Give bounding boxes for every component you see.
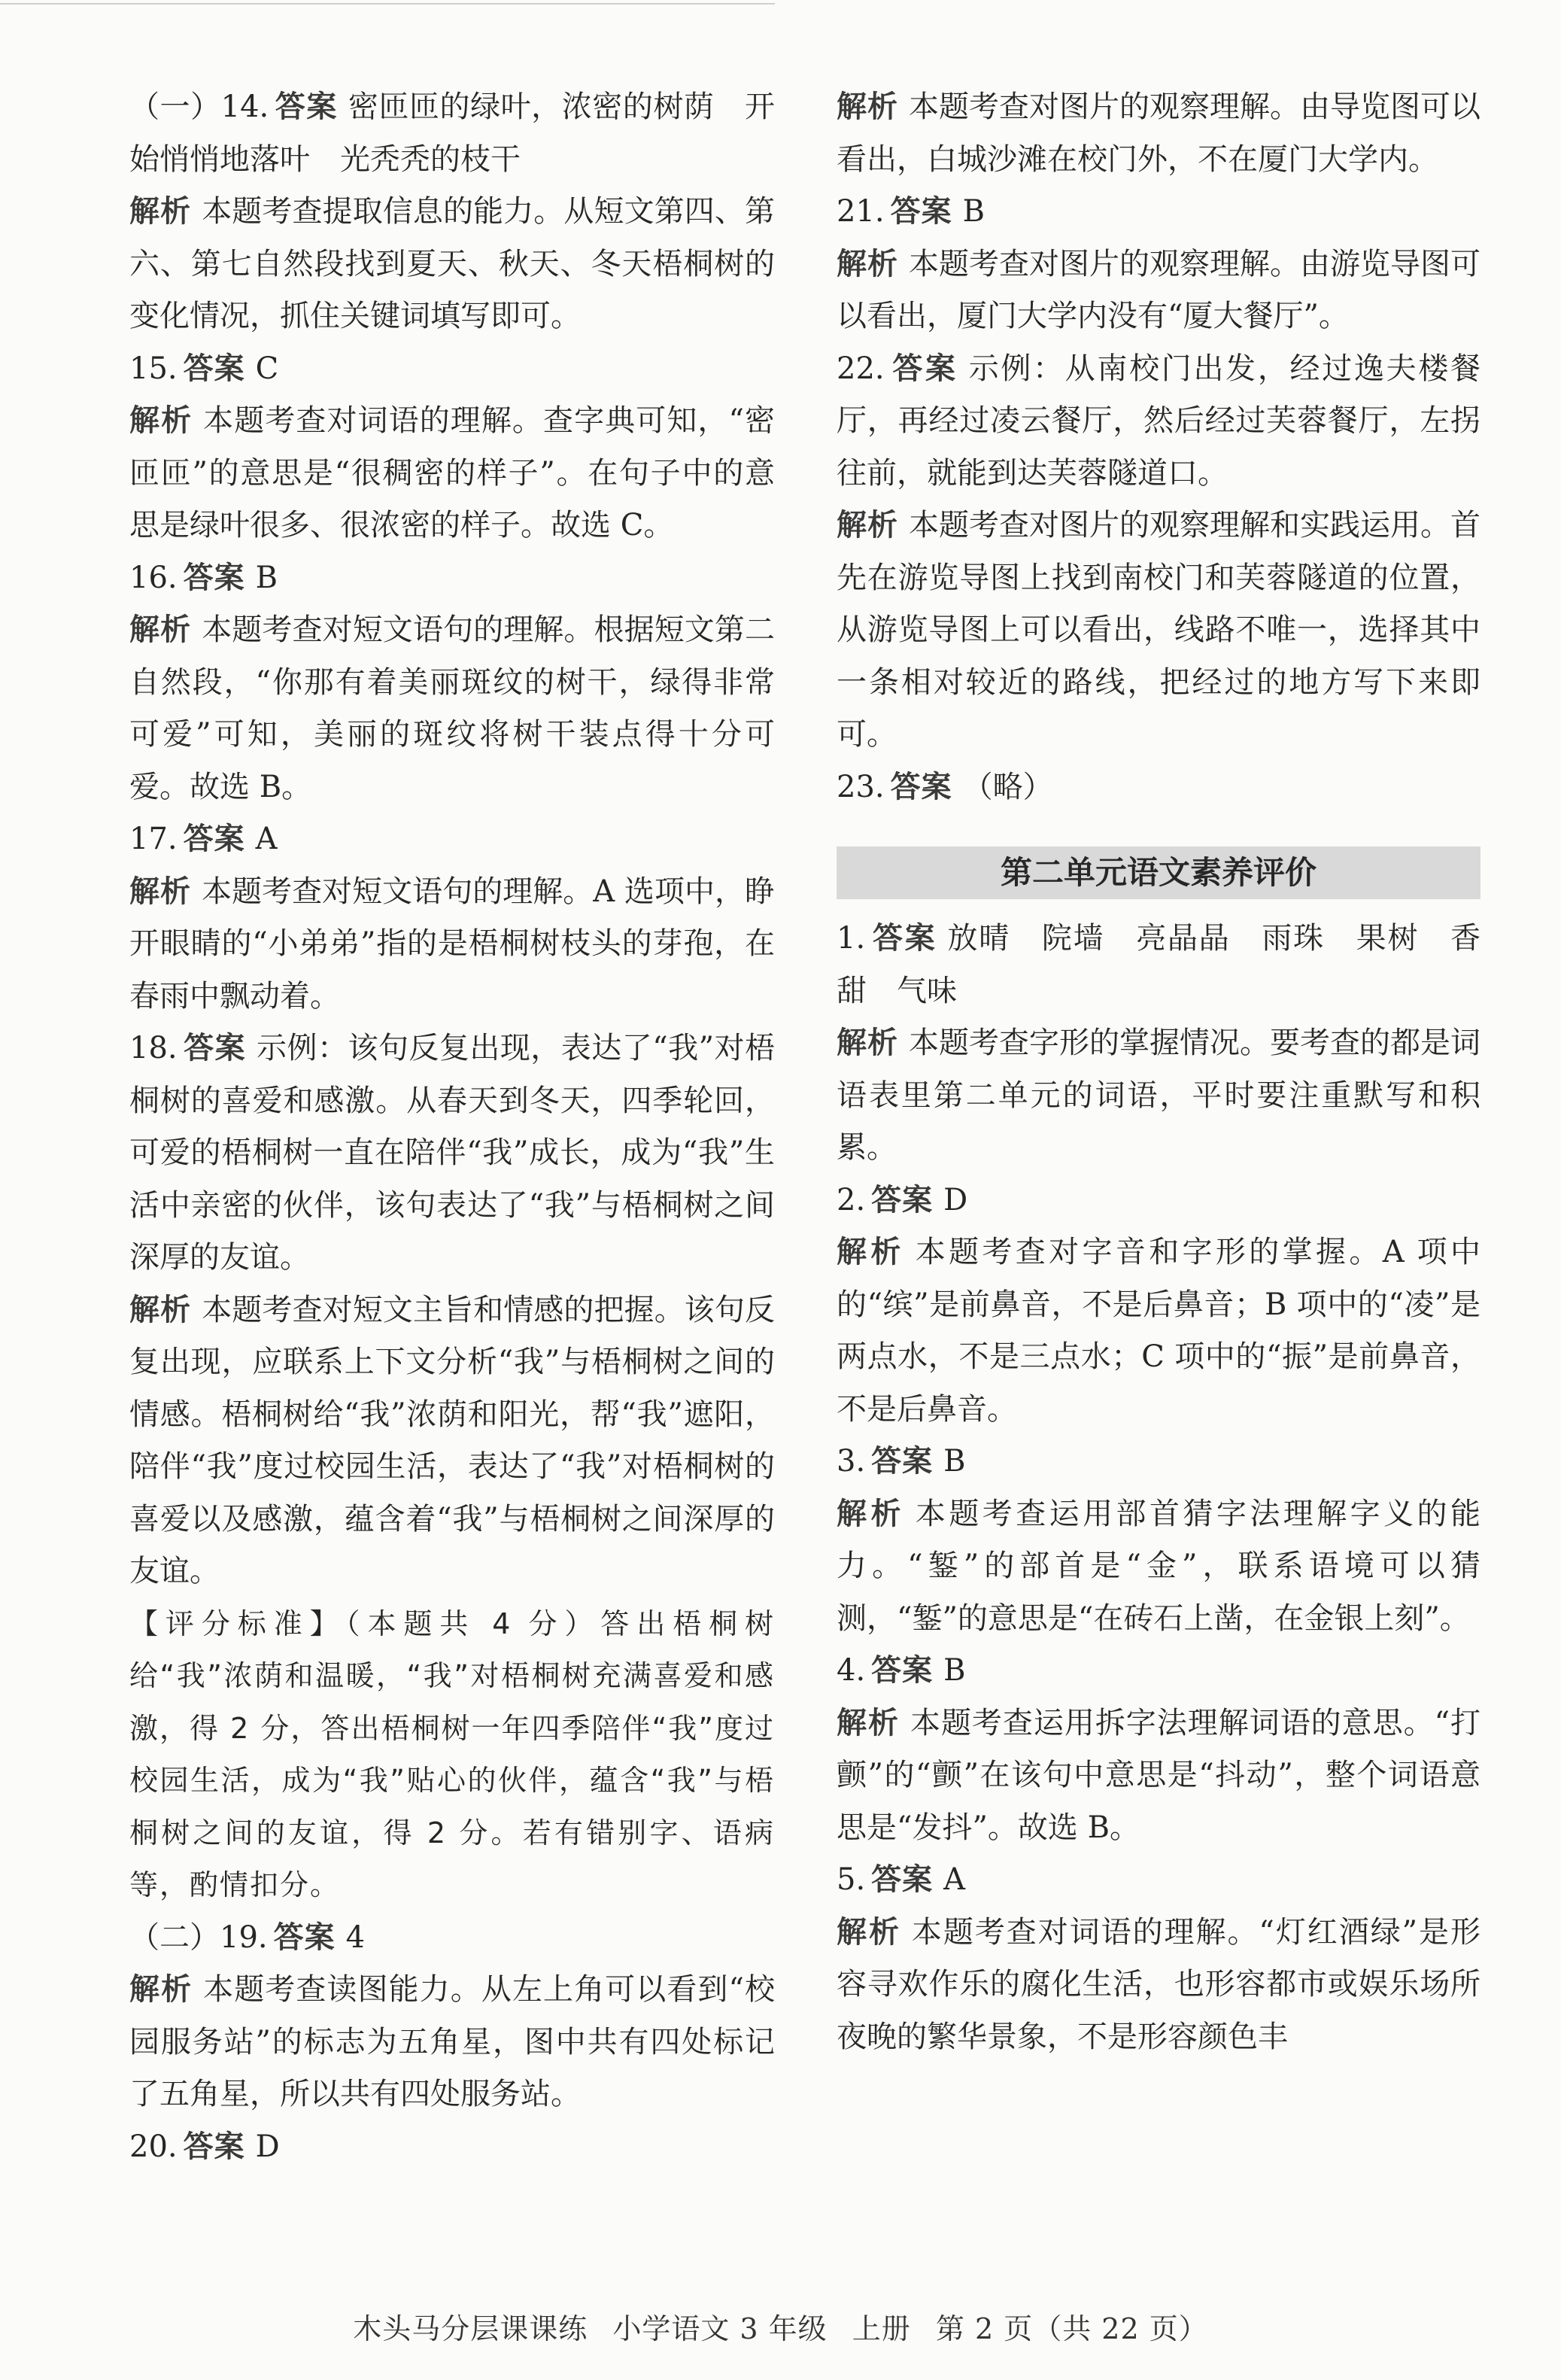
section-title: 第二单元语文素养评价 (837, 847, 1481, 899)
analysis-paragraph (837, 1226, 1481, 1436)
analysis-label: 解析 (837, 1235, 905, 1269)
analysis-label: 解析 (129, 194, 192, 229)
right-column-answers (837, 81, 1481, 813)
analysis-paragraph (837, 1907, 1481, 2064)
scoring-standard (129, 1598, 775, 1912)
answer-label: 答案 (183, 1031, 247, 1065)
answer-paragraph (837, 1854, 1481, 1907)
paragraph-text: D (943, 1182, 968, 1217)
paragraph-text: 示例：从南校门出发，经过逸夫楼餐厅，再经过凌云餐厅，然后经过芙蓉餐厅，左拐往前，就能到达芙蓉隧道口。 (837, 351, 1481, 491)
paragraph-text: 本题考查对图片的观察理解。由游览导图可以看出，厦门大学内没有“厦大餐厅”。 (837, 246, 1481, 333)
analysis-label: 解析 (129, 1292, 192, 1327)
paragraph-text: 示例：该句反复出现，表达了“我”对梧桐树的喜爱和感激。从春天到冬天，四季轮回，可爱的梧桐树一直在陪伴“我”成长，成为“我”生活中亲密的伙伴，该句表达了“我”与梧桐树之间深厚的友谊。 (129, 1031, 775, 1275)
question-number: 16. (129, 560, 178, 595)
question-number: 18. (129, 1031, 178, 1065)
question-number: （二）19. (129, 1920, 268, 1955)
footer-volume: 上册 (852, 2312, 911, 2345)
answer-label: 答案 (871, 921, 937, 956)
paragraph-text: 本题考查对短文语句的理解。A 选项中，睁开眼睛的“小弟弟”指的是梧桐树枝头的芽孢，在春雨中飘动着。 (129, 874, 775, 1014)
answer-paragraph (837, 343, 1481, 500)
question-number: 15. (129, 351, 178, 386)
paragraph-text: B (255, 560, 278, 595)
analysis-label: 解析 (837, 1026, 898, 1060)
analysis-paragraph (129, 186, 775, 343)
paragraph-text: 放晴 院墙 亮晶晶 雨珠 果树 香甜 气味 (837, 921, 1481, 1008)
paragraph-text: 本题考查对短文语句的理解。根据短文第二自然段，“你那有着美丽斑纹的树干，绿得非常可爱”可知，美丽的斑纹将树干装点得十分可爱。故选 B。 (129, 612, 776, 804)
question-number: （一）14. (129, 90, 269, 124)
footer-book: 木头马分层课课练 (353, 2312, 588, 2345)
question-number: 17. (129, 822, 178, 856)
analysis-label: 解析 (129, 403, 193, 438)
analysis-paragraph (837, 239, 1481, 343)
paragraph-text: 本题考查对图片的观察理解。由导览图可以看出，白城沙滩在校门外，不在厦门大学内。 (837, 90, 1481, 177)
answer-paragraph (837, 1645, 1481, 1698)
paragraph-text: 本题考查提取信息的能力。从短文第四、第六、第七自然段找到夏天、秋天、冬天梧桐树的变化情况，抓住关键词填写即可。 (129, 194, 776, 333)
question-number: 5. (837, 1862, 866, 1897)
right-column (837, 81, 1481, 2063)
analysis-label: 解析 (837, 1705, 900, 1740)
paragraph-text: D (255, 2129, 280, 2164)
paragraph-text: B (962, 194, 985, 229)
paragraph-text: B (943, 1444, 966, 1479)
analysis-label: 解析 (837, 508, 898, 543)
answer-label: 答案 (183, 822, 245, 856)
paragraph-text: 密匝匝的绿叶，浓密的树荫 开始悄悄地落叶 光秃秃的枝干 (129, 90, 776, 177)
paragraph-text: 本题考查对字音和字形的掌握。A 项中的“缤”是前鼻音，不是后鼻音；B 项中的“凌”是两点水，不是三点水；C 项中的“振”是前鼻音，不是后鼻音。 (837, 1235, 1481, 1427)
answer-label: 答案 (890, 351, 958, 386)
footer-subject: 小学语文 3 年级 (612, 2312, 828, 2345)
question-number: 2. (837, 1182, 866, 1217)
answer-paragraph (837, 186, 1481, 239)
paragraph-text: A (943, 1862, 966, 1897)
answer-label: 答案 (890, 769, 952, 804)
answer-label: 答案 (273, 1920, 336, 1955)
paragraph-text: 4 (345, 1920, 366, 1955)
paragraph-text: 本题考查对短文主旨和情感的把握。该句反复出现，应联系上下文分析“我”与梧桐树之间的情感。梧桐树给“我”浓荫和阳光，帮“我”遮阳，陪伴“我”度过校园生活，表达了“我”对梧桐树的喜爱以及感激，蕴含着“我”与梧桐树之间深厚的友谊。 (129, 1292, 776, 1588)
answer-paragraph (837, 913, 1481, 1017)
answer-paragraph (129, 2121, 775, 2174)
paragraph-text: （略） (962, 769, 1053, 804)
page-footer (0, 2306, 1561, 2347)
answer-paragraph (129, 81, 775, 186)
answer-label: 答案 (871, 1862, 934, 1897)
unit-two-answers (837, 913, 1481, 2063)
paragraph-text: 【评分标准】（本题共 4 分）答出梧桐树给“我”浓荫和温暖，“我”对梧桐树充满喜爱和感激，得 2 分，答出梧桐树一年四季陪伴“我”度过校园生活，成为“我”贴心的伙伴，蕴含“我”与梧桐树之间的友谊，得 2 分。若有错别字、语病等，酌情扣分。 (129, 1606, 775, 1901)
paragraph-text: 本题考查对词语的理解。“灯红酒绿”是形容寻欢作乐的腐化生活，也形容都市或娱乐场所夜晚的繁华景象，不是形容颜色丰 (837, 1914, 1481, 2054)
analysis-paragraph (129, 1284, 775, 1598)
analysis-label: 解析 (129, 612, 192, 647)
analysis-label: 解析 (837, 1496, 905, 1531)
paragraph-text: 本题考查运用拆字法理解词语的意思。“打颤”的“颤”在该句中意思是“抖动”，整个词语意思是“发抖”。故选 B。 (837, 1705, 1481, 1845)
answer-paragraph (129, 1023, 775, 1284)
answer-label: 答案 (183, 2129, 245, 2164)
question-number: 3. (837, 1444, 866, 1479)
answer-label: 答案 (890, 194, 952, 229)
analysis-paragraph (837, 1017, 1481, 1175)
question-number: 23. (837, 769, 885, 804)
analysis-paragraph (129, 1964, 775, 2121)
paragraph-text: C (255, 351, 279, 386)
answer-paragraph (837, 1175, 1481, 1227)
analysis-paragraph (129, 395, 775, 552)
analysis-label: 解析 (837, 90, 898, 124)
answer-label: 答案 (871, 1182, 934, 1217)
paragraph-text: 本题考查读图能力。从左上角可以看到“校园服务站”的标志为五角星，图中共有四处标记了五角星，所以共有四处服务站。 (129, 1972, 775, 2111)
analysis-paragraph (129, 866, 775, 1023)
answer-label: 答案 (871, 1653, 934, 1688)
answer-label: 答案 (183, 560, 245, 595)
paragraph-text: 本题考查对词语的理解。查字典可知，“密匝匝”的意思是“很稠密的样子”。在句子中的意思是绿叶很多、很浓密的样子。故选 C。 (129, 403, 775, 543)
question-number: 21. (837, 194, 885, 229)
analysis-label: 解析 (837, 246, 898, 281)
paragraph-text: A (255, 822, 278, 856)
answer-label: 答案 (275, 90, 338, 124)
top-rule (0, 3, 775, 5)
footer-page-number: 第 2 页（共 22 页） (935, 2312, 1208, 2345)
analysis-paragraph (837, 81, 1481, 186)
question-number: 1. (837, 921, 866, 956)
question-number: 20. (129, 2129, 178, 2164)
answer-paragraph (129, 813, 775, 866)
question-number: 4. (837, 1653, 866, 1688)
question-number: 22. (837, 351, 885, 386)
paragraph-text: B (943, 1653, 966, 1688)
analysis-paragraph (129, 604, 775, 813)
answer-paragraph (837, 1436, 1481, 1488)
answer-paragraph (129, 343, 775, 396)
answer-paragraph (129, 552, 775, 605)
answer-paragraph (129, 1912, 775, 1965)
paragraph-text: 本题考查对图片的观察理解和实践运用。首先在游览导图上找到南校门和芙蓉隧道的位置，从游览导图上可以看出，线路不唯一，选择其中一条相对较近的路线，把经过的地方写下来即可。 (837, 508, 1481, 752)
answer-label: 答案 (871, 1444, 934, 1479)
analysis-label: 解析 (837, 1914, 901, 1950)
analysis-paragraph (837, 500, 1481, 761)
paragraph-text: 本题考查字形的掌握情况。要考查的都是词语表里第二单元的词语，平时要注重默写和积累。 (837, 1026, 1481, 1165)
analysis-paragraph (837, 1488, 1481, 1646)
answer-label: 答案 (183, 351, 245, 386)
paragraph-text: 本题考查运用部首猜字法理解字义的能力。“錾”的部首是“金”，联系语境可以猜测，“錾”的意思是“在砖石上凿，在金银上刻”。 (837, 1496, 1481, 1636)
analysis-paragraph (837, 1698, 1481, 1855)
analysis-label: 解析 (129, 874, 192, 909)
left-column (129, 81, 775, 2173)
answer-paragraph (837, 761, 1481, 814)
analysis-label: 解析 (129, 1972, 193, 2007)
